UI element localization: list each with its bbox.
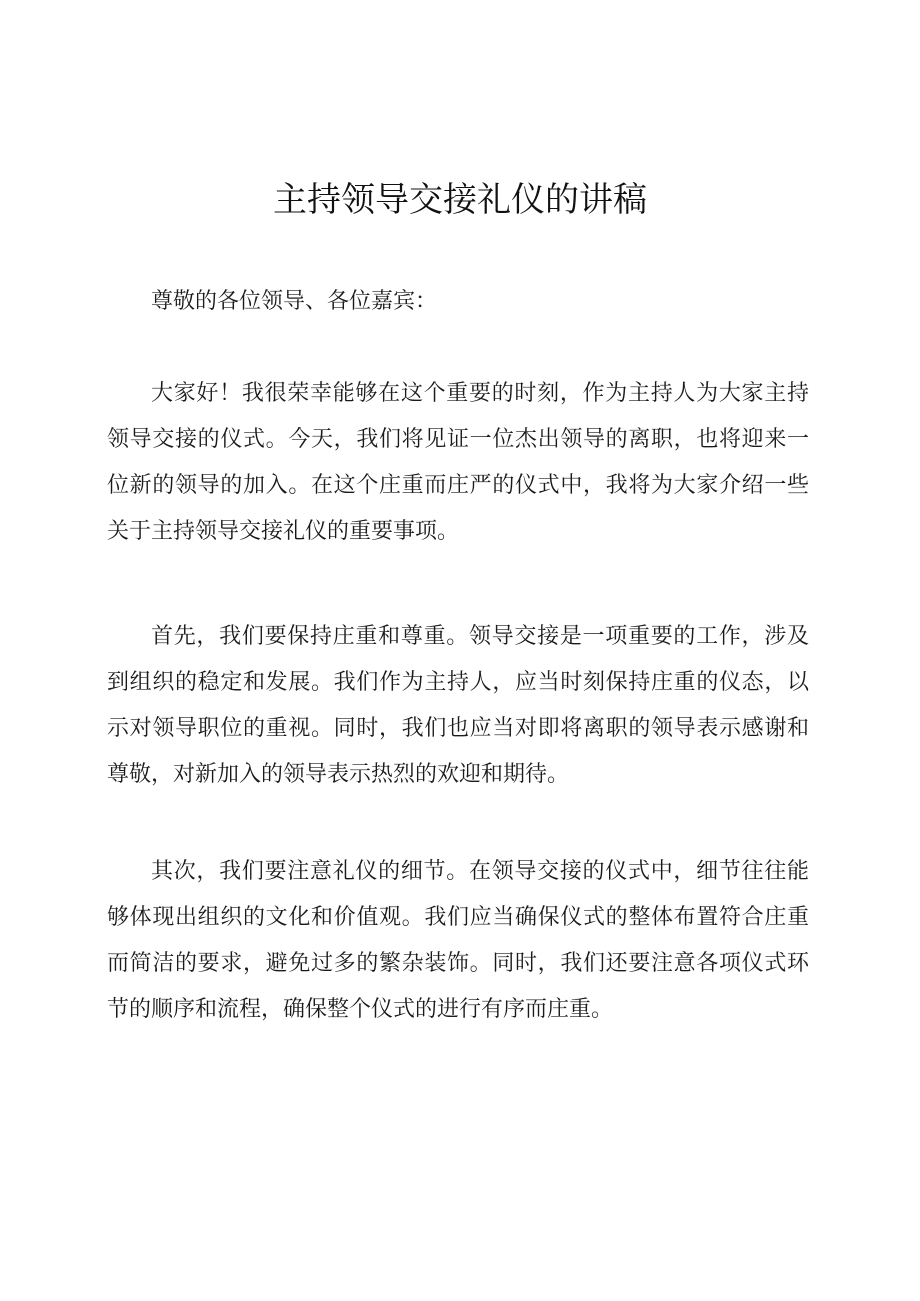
salutation: 尊敬的各位领导、各位嘉宾：: [151, 289, 438, 314]
paragraph-1: 大家好！我很荣幸能够在这个重要的时刻，作为主持人为大家主持领导交接的仪式。今天，我们将见证一位杰出领导的离职，也将迎来一位新的领导的加入。在这个庄重而庄严的仪式中，我将为大家介绍一些关于主持领导交接礼仪的重要事项。: [107, 381, 809, 544]
paragraph-2: 首先，我们要保持庄重和尊重。领导交接是一项重要的工作，涉及到组织的稳定和发展。我们作为主持人，应当时刻保持庄重的仪态，以示对领导职位的重视。同时，我们也应当对即将离职的领导表示感谢和尊敬，对新加入的领导表示热烈的欢迎和期待。: [107, 624, 809, 787]
paragraph-3: 其次，我们要注意礼仪的细节。在领导交接的仪式中，细节往往能够体现出组织的文化和价值观。我们应当确保仪式的整体布置符合庄重而简洁的要求，避免过多的繁杂装饰。同时，我们还要注意各项仪式环节的顺序和流程，确保整个仪式的进行有序而庄重。: [107, 859, 809, 1022]
document-title: 主持领导交接礼仪的讲稿: [273, 180, 647, 220]
